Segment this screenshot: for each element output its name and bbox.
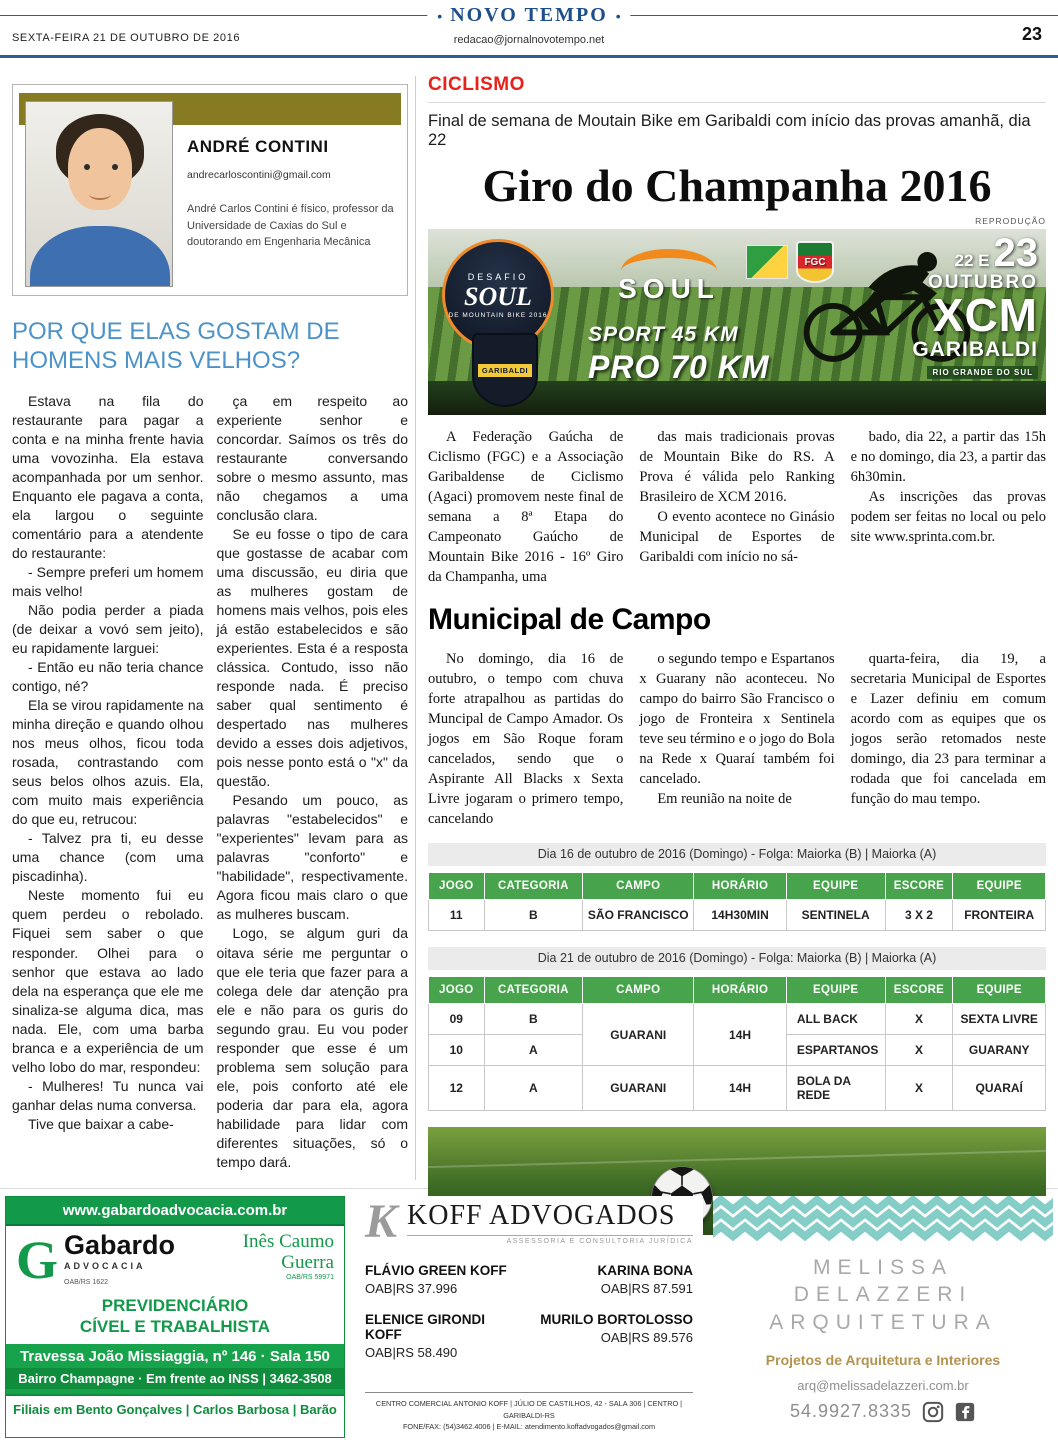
masthead-wrap xyxy=(427,4,630,27)
left-column xyxy=(12,78,408,1172)
koff-footer xyxy=(365,1392,693,1438)
lawyer-name: FLÁVIO GREEN KOFF xyxy=(365,1263,507,1278)
cell-categoria: A xyxy=(484,1066,583,1111)
melissa-name-line2: DELAZZERI xyxy=(793,1283,973,1307)
gabardo-logo-row xyxy=(6,1226,344,1291)
issue-date: SEXTA-FEIRA 21 DE OUTUBRO DE 2016 xyxy=(12,32,241,44)
paragraph: - Talvez pra ti, eu desse uma chance (com uma piscadinha). xyxy=(12,830,204,885)
facebook-icon xyxy=(954,1401,976,1423)
cell-escore: X xyxy=(885,1004,953,1035)
table-row xyxy=(429,1004,1046,1035)
gabardo-name: Gabardo xyxy=(64,1230,176,1260)
gabardo-partner xyxy=(243,1232,334,1281)
col-equipe1: EQUIPE xyxy=(786,873,885,900)
paragraph: das mais tradicionais provas de Mountain Bike do RS. A Prova é válida pelo Ranking Brasileiro de XCM 2016. xyxy=(639,429,835,506)
table-caption-oct21: Dia 21 de outubro de 2016 (Domingo) - Folga: Maiorka (B) | Maiorka (A) xyxy=(428,947,1046,970)
soul-logo xyxy=(604,249,734,305)
table-header-row xyxy=(429,873,1046,900)
koff-firm-name: KOFF ADVOGADOS xyxy=(407,1200,693,1236)
paragraph: Ela se virou rapidamente na minha direção e quando olhou nos meus olhos, ficou toda rosada, contrastando com seus belos olhos azuis. Ela, com muito mais experiência do que eu, retrucou: xyxy=(12,697,204,828)
cell-escore: 3 X 2 xyxy=(885,900,953,931)
paragraph: - Então eu não teria chance contigo, né? xyxy=(12,659,204,695)
melissa-phone: 54.9927.8335 xyxy=(789,1401,913,1422)
soul-swoosh-icon xyxy=(621,249,717,271)
lawyer-name: ELENICE GIRONDI KOFF xyxy=(365,1312,486,1342)
partner-name-line2: Guerra xyxy=(281,1251,334,1273)
cell-jogo: 12 xyxy=(429,1066,485,1111)
event-banner-photo xyxy=(428,229,1046,415)
photo-smile xyxy=(89,188,111,200)
paragraph: Pesando um pouco, as palavras "estabelecidos" e "experientes" levam para as palavras "conforto" e "habilidade", respectivamente. Agora ficou mais claro o que as mulheres buscam. xyxy=(216,792,408,923)
left-article-col2 xyxy=(217,392,409,1172)
cell-equipe2: FRONTEIRA xyxy=(953,900,1046,931)
cell-equipe1: ALL BACK xyxy=(786,1004,885,1035)
left-article-title xyxy=(12,318,408,376)
municipal-col1 xyxy=(428,649,623,829)
shield-city-label: GARIBALDI xyxy=(478,364,532,377)
results-section xyxy=(428,843,1046,1235)
areas-line2: CÍVEL E TRABALHISTA xyxy=(79,1317,271,1337)
paragraph: Tive que baixar a cabe- xyxy=(28,1115,174,1132)
melissa-name-line1: MELISSA xyxy=(812,1256,954,1279)
paragraph: Não podia perder a piada (de deixar a vovó sem jeito), eu rapidamente larguei: xyxy=(12,601,204,656)
author-photo xyxy=(25,101,173,287)
lawyer-name: KARINA BONA xyxy=(597,1263,693,1278)
gabardo-address-line1: Travessa João Missiaggia, nº 146 · Sala 150 xyxy=(20,1347,330,1365)
chevron-pattern xyxy=(713,1196,1053,1242)
gabardo-address-line2: Bairro Champagne · Em frente ao INSS | 3462-3508 xyxy=(6,1368,344,1389)
fgc-label: FGC xyxy=(804,256,826,268)
cell-horario: 14H30MIN xyxy=(694,900,787,931)
cell-equipe2: QUARAÍ xyxy=(953,1066,1046,1111)
banner-state: RIO GRANDE DO SUL xyxy=(927,366,1038,379)
gabardo-branches: Filiais em Bento Gonçalves | Carlos Barbosa | Barão xyxy=(6,1394,344,1423)
col-campo: CAMPO xyxy=(583,873,694,900)
cell-equipe2: GUARANY xyxy=(953,1035,1046,1066)
koff-tagline: ASSESSORIA E CONSULTORIA JURÍDICA xyxy=(506,1238,693,1245)
table-caption-oct16: Dia 16 de outubro de 2016 (Domingo) - Folga: Maiorka (B) | Maiorka (A) xyxy=(428,843,1046,866)
melissa-tagline: Projetos de Arquitetura e Interiores xyxy=(765,1351,1001,1368)
partner-oab: OAB/RS 59971 xyxy=(286,1273,334,1281)
lawyer-oab: OAB|RS 58.490 xyxy=(365,1345,458,1360)
melissa-name-block xyxy=(769,1254,997,1336)
masthead-dot-left: • xyxy=(437,7,443,24)
paragraph: - Sempre preferi um homem mais velho! xyxy=(12,563,204,599)
results-table-oct21 xyxy=(428,976,1046,1111)
gabardo-advocacia-label: ADVOCACIA xyxy=(64,1261,146,1271)
paragraph: As inscrições das provas podem ser feitas no local ou pelo site www.sprinta.com.br. xyxy=(850,489,1046,546)
left-article-title-line2: HOMENS MAIS VELHOS? xyxy=(12,346,301,374)
col-categoria: CATEGORIA xyxy=(484,977,583,1004)
table-header-row xyxy=(429,977,1046,1004)
paragraph: - Mulheres! Tu nunca vai ganhar delas numa conversa. xyxy=(12,1077,204,1113)
municipal-col2 xyxy=(639,649,834,829)
photo-credit: REPRODUÇÃO xyxy=(975,216,1046,227)
author-box xyxy=(12,84,408,296)
fgc-crest-logo xyxy=(796,241,834,283)
ciclismo-col2 xyxy=(639,427,834,587)
author-email: andrecarloscontini@gmail.com xyxy=(187,169,331,181)
col-categoria: CATEGORIA xyxy=(484,873,583,900)
cell-jogo: 09 xyxy=(429,1004,485,1035)
garibaldi-shield-logo xyxy=(472,333,538,407)
gabardo-g-icon: G xyxy=(16,1229,59,1290)
soul-wordmark: SOUL xyxy=(618,273,720,305)
paragraph: bado, dia 22, a partir das 15h e no domingo, dia 23, a partir das 6h30min. xyxy=(850,429,1046,486)
koff-header xyxy=(365,1195,693,1248)
badge-desafio-label: DESAFIO xyxy=(467,271,529,282)
cell-horario: 14H xyxy=(694,1004,787,1066)
col-escore: ESCORE xyxy=(885,873,953,900)
ad-melissa xyxy=(713,1196,1053,1438)
lawyer-oab: OAB|RS 37.996 xyxy=(365,1281,458,1296)
page-number: 23 xyxy=(1021,24,1042,44)
col-jogo: JOGO xyxy=(429,977,485,1004)
gabardo-address-band xyxy=(6,1344,344,1394)
gabardo-practice-areas xyxy=(6,1295,344,1338)
masthead: NOVO TEMPO xyxy=(450,4,608,26)
author-info xyxy=(187,137,397,251)
banner-dates-prefix: 22 E xyxy=(954,251,990,271)
cell-categoria: A xyxy=(484,1035,583,1066)
paragraph: o segundo tempo e Espartanos x Guarany não aconteceu. No campo do bairro São Francisco o jogo de Fronteira x Sentinela teve seu término e o jogo do Bola na Rede x Quaraí também foi cancelado. xyxy=(639,651,835,788)
ciclismo-col3 xyxy=(851,427,1046,587)
partner-name-line1: Inês Caumo xyxy=(242,1231,334,1252)
photo-eye-left xyxy=(84,164,90,170)
paragraph: Estava na fila do restaurante para pagar a conta e na minha frente havia uma vovozinha. Ela estava acompanhada por um senhor. Enquanto ele pagava a conta, ela largou o seguinte comentário para a atendente do restaurante: xyxy=(12,392,204,561)
masthead-dot-right: • xyxy=(615,7,621,24)
melissa-contact-row xyxy=(790,1401,976,1423)
ciclismo-col1 xyxy=(428,427,623,587)
banner-race-class: XCM xyxy=(932,289,1038,342)
instagram-icon xyxy=(922,1401,944,1423)
section-kicker: CICLISMO xyxy=(428,74,1046,103)
paragraph: Neste momento fui eu quem perdeu o rebolado. Fiquei sem saber o que responder. Olhei para o senhor que estava ao lado dela na esperança que ele me sinaliza-se alguma dica, mas nada. Ele, com uma barba branca e a experiência de um velho lobo do mar, respondeu: xyxy=(12,887,204,1075)
lawyer-name: MURILO BORTOLOSSO xyxy=(540,1312,693,1327)
lawyer-oab: OAB|RS 87.591 xyxy=(600,1281,693,1296)
lawyer-oab: OAB|RS 89.576 xyxy=(600,1330,693,1345)
cell-jogo: 11 xyxy=(429,900,485,931)
municipal-col3 xyxy=(851,649,1046,829)
koff-k-icon: K xyxy=(365,1195,398,1248)
photo-eye-right xyxy=(112,164,118,170)
paragraph: ça em respeito ao experiente senhor e concordar. Saímos os três do restaurante conversando sobre o mesmo assunto, mas não chegamos a uma conclusão clara. xyxy=(216,392,408,523)
municipal-article xyxy=(428,649,1046,829)
redaction-email: redacao@jornalnovotempo.net xyxy=(453,34,605,46)
garibaldi-flag-logo xyxy=(746,245,788,279)
lawyer-entry xyxy=(365,1263,525,1296)
col-equipe1: EQUIPE xyxy=(786,977,885,1004)
banner-date-block xyxy=(912,231,1038,380)
main-headline: Giro do Champanha 2016 xyxy=(482,160,992,211)
koff-footer-line2: FONE/FAX: (54)3462.4006 | E-MAIL: atendimento.koffadvogados@gmail.com xyxy=(402,1422,656,1432)
banner-dates xyxy=(912,231,1038,276)
col-jogo: JOGO xyxy=(429,873,485,900)
badge-soul-label: SOUL xyxy=(464,281,532,311)
col-horario: HORÁRIO xyxy=(694,977,787,1004)
author-name: ANDRÉ CONTINI xyxy=(187,137,329,156)
koff-footer-line1: CENTRO COMERCIAL ANTONIO KOFF | JÚLIO DE CASTILHOS, 42 - SALA 306 | CENTRO | GARIBALDI-RS xyxy=(375,1398,683,1420)
sport-distance-label: SPORT 45 KM xyxy=(588,323,739,347)
banner-city: GARIBALDI xyxy=(912,337,1038,361)
col-horario: HORÁRIO xyxy=(694,873,787,900)
page-header xyxy=(0,0,1058,58)
cell-campo: GUARANI xyxy=(583,1004,694,1066)
main-column xyxy=(428,74,1046,1235)
cell-horario: 14H xyxy=(694,1066,787,1111)
cell-categoria: B xyxy=(484,1004,583,1035)
cell-jogo: 10 xyxy=(429,1035,485,1066)
gabardo-logo xyxy=(16,1229,176,1290)
lawyer-entry xyxy=(533,1263,693,1296)
left-article-col1 xyxy=(12,392,204,1172)
cell-categoria: B xyxy=(484,900,583,931)
cell-equipe2: SEXTA LIVRE xyxy=(953,1004,1046,1035)
koff-lawyers-grid xyxy=(365,1263,693,1360)
melissa-name-line3: ARQUITETURA xyxy=(769,1310,997,1334)
col-campo: CAMPO xyxy=(583,977,694,1004)
banner-month: OUTUBRO xyxy=(927,272,1038,294)
cell-escore: X xyxy=(885,1066,953,1111)
paragraph: O evento acontece no Ginásio Municipal de Esportes de Garibaldi com início no sá- xyxy=(639,509,835,566)
cell-escore: X xyxy=(885,1035,953,1066)
ad-koff xyxy=(355,1196,703,1438)
author-bio: André Carlos Contini é físico, professor da Universidade de Caxias do Sul e doutorando em Engenharia Mecânica xyxy=(187,203,394,248)
areas-line1: PREVIDENCIÁRIO xyxy=(101,1296,249,1315)
table-row xyxy=(429,900,1046,931)
badge-subtitle: DE MOUNTAIN BIKE 2016 xyxy=(448,311,548,319)
photo-shirt xyxy=(30,226,170,287)
gabardo-oab: OAB/RS 1622 xyxy=(64,1279,108,1286)
cell-equipe1: ESPARTANOS xyxy=(786,1035,885,1066)
col-equipe2: EQUIPE xyxy=(953,977,1046,1004)
lawyer-entry xyxy=(533,1312,693,1360)
pro-distance-label: PRO 70 KM xyxy=(588,349,770,386)
col-equipe2: EQUIPE xyxy=(953,873,1046,900)
paragraph: A Federação Gaúcha de Ciclismo (FGC) e a Associação Garibaldense de Ciclismo (Agaci) promovem neste final de semana a 8ª Etapa do Campeonato Gaúcho de Mountain Bike 2016 - 16º Giro da Champanha, uma xyxy=(428,429,624,586)
lawyer-entry xyxy=(365,1312,525,1360)
paragraph: Logo, se algum guri da oitava série me perguntar o que ele teria que fazer para a colega dele dar atenção pra ele e não para os guris do segundo grau. Eu vou poder responder que esse é um problema sem solução para ele, pois conforto até ele poderia dar para ela, agora habilidade para lidar com diferentes situações, só o tempo dará. xyxy=(216,925,408,1170)
paragraph: quarta-feira, dia 19, a secretaria Municipal de Esportes e Lazer definiu em comum acordo com as equipes que os jogos serão retomados neste domingo, dia 23 para terminar a rodada que foi cancelada em função do mau tempo. xyxy=(850,651,1046,808)
column-divider xyxy=(415,76,416,1180)
col-escore: ESCORE xyxy=(885,977,953,1004)
municipal-headline: Municipal de Campo xyxy=(428,603,711,637)
cell-equipe1: SENTINELA xyxy=(786,900,885,931)
cell-campo: GUARANI xyxy=(583,1066,694,1111)
left-article-title-line1: POR QUE ELAS GOSTAM DE xyxy=(12,318,340,345)
paragraph: Se eu fosse o tipo de cara que gostasse de acabar com uma discussão, eu diria que as mulheres gostam de homens mais velhos, pois eles já estão estabelecidos e são experientes. Esta é a resposta clássica. Contudo, isso não responde nada. É preciso saber qual sentimento é despertado nas mulheres devido a esses dois adjetivos, pois nesse ponto está o "x" da questão. xyxy=(216,525,408,790)
article-subtitle: Final de semana de Moutain Bike em Garibaldi com início das provas amanhã, dia 22 xyxy=(428,112,1031,149)
ciclismo-article xyxy=(428,427,1046,587)
advertisements-row xyxy=(5,1196,1053,1438)
cell-equipe1: BOLA DA REDE xyxy=(786,1066,885,1111)
left-article-body xyxy=(12,392,408,1172)
paragraph: Em reunião na noite de xyxy=(657,791,792,808)
table-row xyxy=(429,1066,1046,1111)
melissa-email: arq@melissadelazzeri.com.br xyxy=(797,1377,969,1393)
results-table-oct16 xyxy=(428,872,1046,931)
gabardo-url: www.gabardoadvocacia.com.br xyxy=(6,1197,344,1226)
ad-gabardo xyxy=(5,1196,345,1438)
paragraph: No domingo, dia 16 de outubro, o tempo com chuva forte atrapalhou as partidas do Muncipal de Campo Amador. Os jogos em São Roque foram cancelados, sendo que o Aspirante All Blacks x Sexta Livre jogaram o primero tempo, cancelando xyxy=(428,651,624,828)
banner-dates-day: 23 xyxy=(993,231,1038,276)
cell-campo: SÃO FRANCISCO xyxy=(583,900,694,931)
